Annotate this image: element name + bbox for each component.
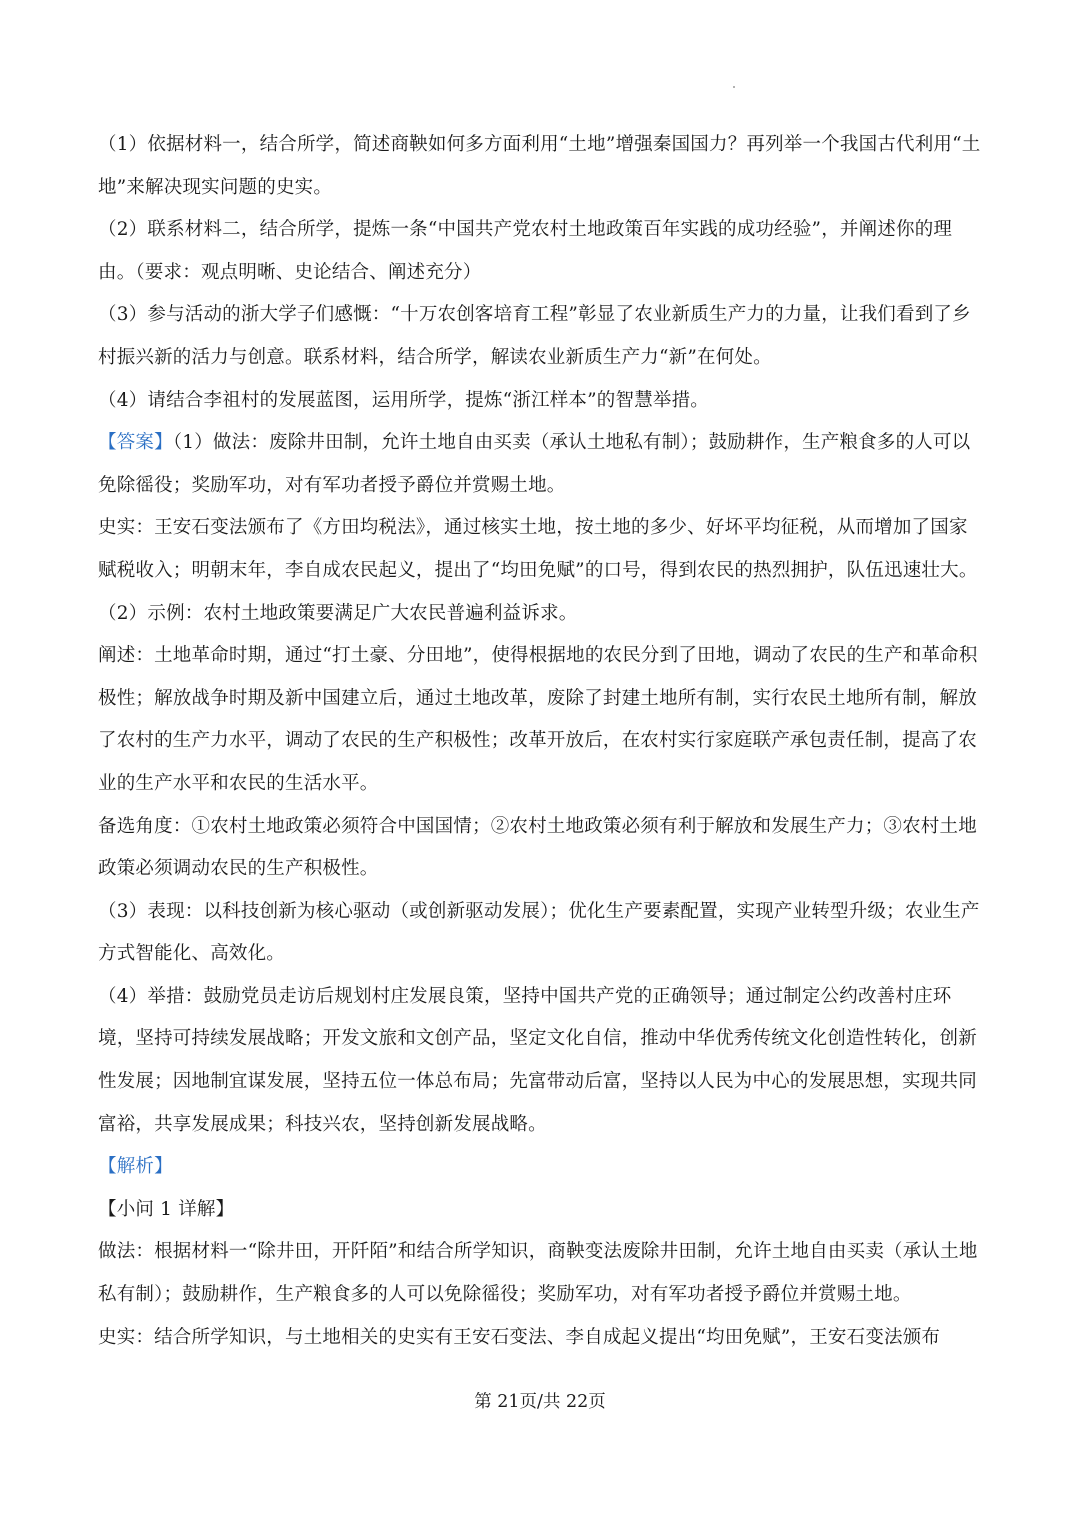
page-content [98,124,984,1359]
subquestion-1-label: 【小问 1 详解】 [98,1198,235,1220]
analysis-1-fact: 史实：结合所学知识，与土地相关的史实有王安石变法、李自成起义提出“均田免赋”，王安石变法颁布 [98,1326,941,1348]
answer-2-alternative: 备选角度：①农村土地政策必须符合中国国情；②农村土地政策必须有利于解放和发展生产力；③农村土地政策必须调动农民的生产积极性。 [98,815,977,880]
page-number: 第 21页/共 22页 [474,1392,606,1412]
answer-1-method-text: （1）做法：废除井田制，允许土地自由买卖（承认土地私有制）；鼓励耕作，生产粮食多的人可以免除徭役；奖励军功，对有军功者授予爵位并赏赐土地。 [98,432,971,496]
scan-dot [733,86,735,88]
question-4: （4）请结合李祖村的发展蓝图，运用所学，提炼“浙江样本”的智慧举措。 [98,389,709,411]
answer-1-fact: 史实：王安石变法颁布了《方田均税法》，通过核实土地，按土地的多少、好坏平均征税，从而增加了国家赋税收入；明朝末年，李自成农民起义，提出了“均田免赋”的口号，得到农民的热烈拥护，队伍迅速壮大。 [98,517,978,581]
analysis-label: 【解析】 [98,1156,173,1178]
answer-label: 【答案】 [98,432,173,454]
question-2: （2）联系材料二，结合所学，提炼一条“中国共产党农村土地政策百年实践的成功经验”，并阐述你的理由。（要求：观点明晰、史论结合、阐述充分） [98,219,953,283]
question-3: （3）参与活动的浙大学子们感慨：“十万农创客培育工程”彰显了农业新质生产力的力量，让我们看到了乡村振兴新的活力与创意。联系材料，结合所学，解读农业新质生产力“新”在何处。 [98,304,971,368]
answer-1-method [98,422,984,507]
answer-2-example: （2）示例：农村土地政策要满足广大农民普遍利益诉求。 [98,602,578,624]
answer-2-elaborate: 阐述：土地革命时期，通过“打土豪、分田地”，使得根据地的农民分到了田地，调动了农民的生产和革命积极性；解放战争时期及新中国建立后，通过土地改革，废除了封建土地所有制，实行农民土地所有制，解放了农村的生产力水平，调动了农民的生产积极性；改革开放后，在农村实行家庭联产承包责任制，提高了农业的生产水平和农民的生活水平。 [98,645,978,794]
analysis-1-method: 做法：根据材料一“除井田，开阡陌”和结合所学知识，商鞅变法废除井田制，允许土地自由买卖（承认土地私有制）；鼓励耕作，生产粮食多的人可以免除徭役；奖励军功，对有军功者授予爵位并赏赐土地。 [98,1241,978,1306]
answer-4: （4）举措：鼓励党员走访后规划村庄发展良策，坚持中国共产党的正确领导；通过制定公约改善村庄环境，坚持可持续发展战略；开发文旅和文创产品，坚定文化自信，推动中华优秀传统文化创造性转化，创新性发展；因地制宜谋发展，坚持五位一体总布局；先富带动后富，坚持以人民为中心的发展思想，实现共同富裕，共享发展成果；科技兴农，坚持创新发展战略。 [98,985,977,1135]
question-1: （1）依据材料一，结合所学，简述商鞅如何多方面利用“土地”增强秦国国力？再列举一个我国古代利用“土地”来解决现实问题的史实。 [98,134,981,198]
answer-3: （3）表现：以科技创新为核心驱动（或创新驱动发展）；优化生产要素配置，实现产业转型升级；农业生产方式智能化、高效化。 [98,900,980,965]
